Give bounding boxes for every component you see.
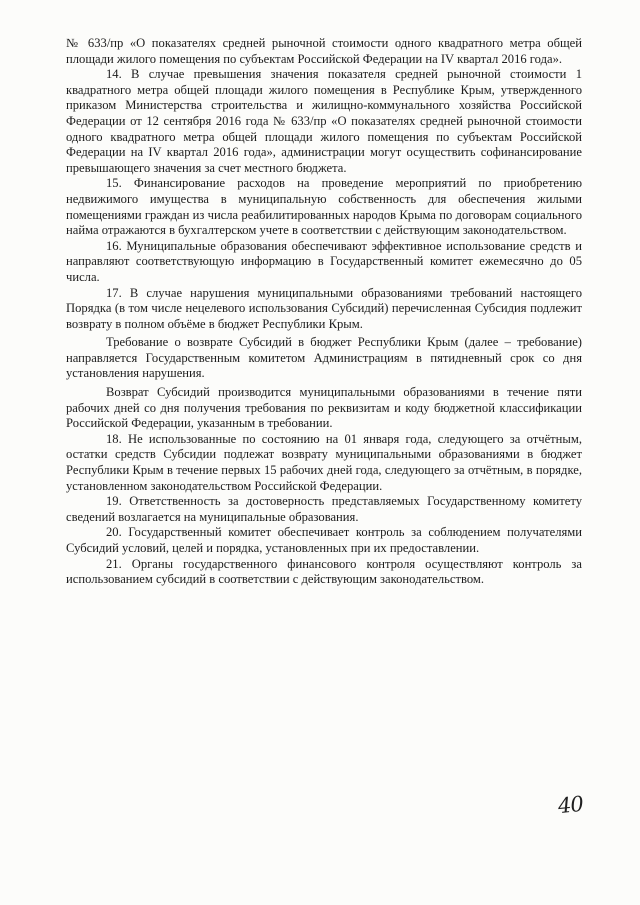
- paragraph-continuation: № 633/пр «О показателях средней рыночной стоимости одного квадратного метра общей площади жилого помещения по субъектам Российской Федерации на IV квартал 2016 года».: [66, 36, 582, 66]
- paragraph-17-requirement: Требование о возврате Субсидий в бюджет Республики Крым (далее – требование) направляется Государственным комитетом Администрациям в пятидневный срок со дня установления нарушения.: [66, 335, 582, 381]
- paragraph-20: 20. Государственный комитет обеспечивает контроль за соблюдением получателями Субсидий условий, целей и порядка, установленных при их предоставлении.: [66, 525, 582, 555]
- paragraph-18: 18. Не использованные по состоянию на 01 января года, следующего за отчётным, остатки средств Субсидии подлежат возврату муниципальными образованиями в бюджет Республики Крым в течение первых 15 рабочих дней года, следующего за отчётным, в порядке, установленном законодательством Российской Федерации.: [66, 431, 582, 493]
- paragraph-16: 16. Муниципальные образования обеспечивают эффективное использование средств и направляют соответствующую информацию в Государственный комитет ежемесячно до 05 числа.: [66, 238, 582, 284]
- paragraph-15: 15. Финансирование расходов на проведение мероприятий по приобретению недвижимого имущества в муниципальную собственность для обеспечения жилыми помещениями граждан из числа реабилитированных народов Крыма по договорам социального найма отражаются в бухгалтерском учете в соответствии с действующим законодательством.: [66, 176, 582, 238]
- handwritten-page-number: 40: [556, 791, 584, 819]
- paragraph-17-return: Возврат Субсидий производится муниципальными образованиями в течение пяти рабочих дней со дня получения требования по реквизитам и коду бюджетной классификации Российской Федерации, указанным в требовании.: [66, 385, 582, 431]
- paragraph-21: 21. Органы государственного финансового контроля осуществляют контроль за использованием субсидий в соответствии с действующим законодательством.: [66, 556, 582, 587]
- paragraph-17: 17. В случае нарушения муниципальными образованиями требований настоящего Порядка (в том числе нецелевого использования Субсидий) перечисленная Субсидия подлежит возврату в полном объёме в бюджет Республики Крым.: [66, 285, 582, 331]
- document-body: [66, 36, 582, 588]
- paragraph-19: 19. Ответственность за достоверность представляемых Государственному комитету сведений возлагается на муниципальные образования.: [66, 494, 582, 524]
- paragraph-14: 14. В случае превышения значения показателя средней рыночной стоимости 1 квадратного метра общей площади жилого помещения в Республике Крым, утвержденного приказом Министерства строительства и жилищно-коммунального хозяйства Российской Федерации от 12 сентября 2016 года № 633/пр «О показателях средней рыночной стоимости одного квадратного метра общей площади жилого помещения по субъектам Российской Федерации на IV квартал 2016 года», администрации могут осуществить софинансирование превышающего значения за счет местного бюджета.: [66, 67, 582, 175]
